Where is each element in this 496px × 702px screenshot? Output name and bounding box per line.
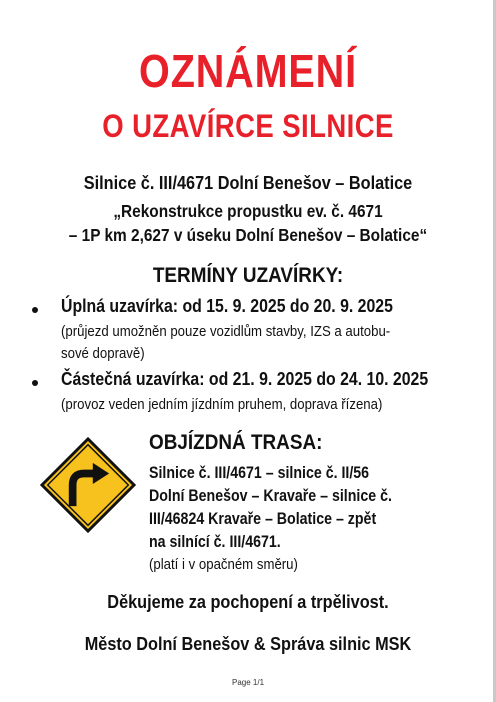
page-number: Page 1/1 — [231, 678, 265, 687]
detour-note: (platí i v opačném směru) — [149, 556, 298, 573]
bullet-icon — [32, 380, 38, 386]
partial-closure-note: (provoz veden jedním jízdním pruhem, doprava řízena) — [61, 396, 383, 413]
signoff: Město Dolní Benešov & Správa silnic MSK — [84, 633, 412, 654]
thanks-message: Děkujeme za pochopení a trpělivost. — [107, 591, 389, 612]
full-closure-note-line1: (průjezd umožněn pouze vozidlům stavby, IZS a autobu- — [61, 323, 391, 340]
bullet-icon — [32, 307, 38, 313]
right-turn-warning-sign-icon — [40, 437, 136, 533]
road-name: Silnice č. III/4671 Dolní Benešov – Bolatice — [83, 172, 413, 193]
detour-route-line2: Dolní Benešov – Kravaře – silnice č. — [149, 487, 392, 505]
partial-closure-text: Částečná uzavírka: od 21. 9. 2025 do 24. 10. 2025 — [61, 369, 429, 389]
detour-route-line1: Silnice č. III/4671 – silnice č. II/56 — [149, 464, 370, 482]
detour-route-line3: III/46824 Kravaře – Bolatice – zpět — [149, 510, 377, 528]
closure-terms-heading: TERMÍNY UZAVÍRKY: — [152, 263, 344, 287]
full-closure-text: Úplná uzavírka: od 15. 9. 2025 do 20. 9. 2025 — [61, 296, 393, 316]
project-name-line2: – 1P km 2,627 v úseku Dolní Benešov – Bolatice“ — [68, 225, 428, 245]
detour-route-line4: na silnící č. III/4671. — [149, 533, 281, 551]
full-closure-note-line2: sové dopravě) — [61, 345, 145, 362]
notice-subtitle: O UZAVÍRCE SILNICE — [102, 108, 394, 144]
project-name-line1: „Rekonstrukce propustku ev. č. 4671 — [113, 201, 383, 221]
notice-title: OZNÁMENÍ — [139, 45, 357, 97]
detour-heading: OBJÍZDNÁ TRASA: — [149, 430, 323, 454]
